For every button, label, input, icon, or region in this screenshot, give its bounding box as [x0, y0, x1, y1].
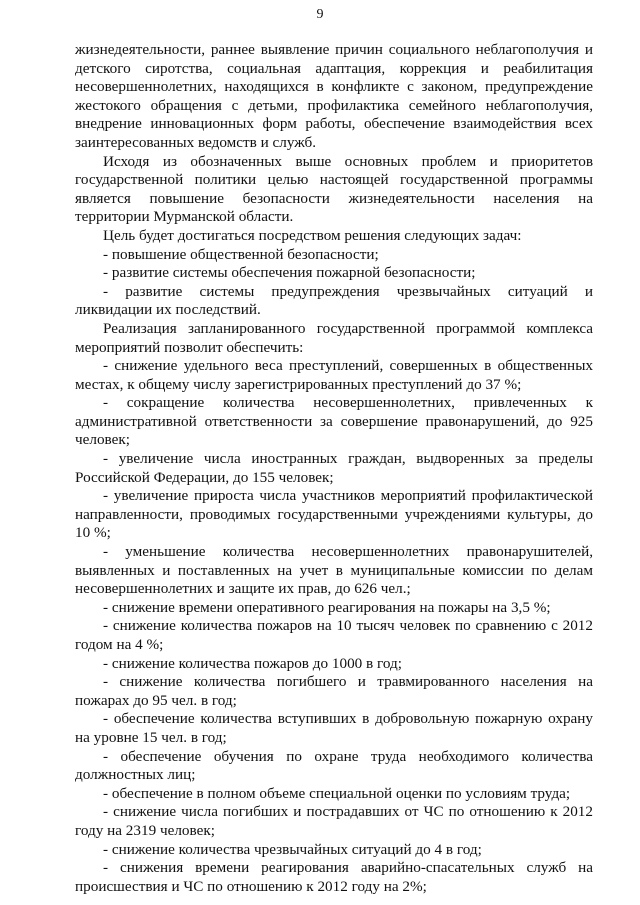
list-item: - снижение количества пожаров на 10 тысяч человек по сравнению с 2012 годом на 4 %; [75, 617, 593, 653]
list-item: - повышение общественной безопасности; [103, 245, 379, 263]
list-item: - увеличение числа иностранных граждан, выдворенных за пределы Российской Федерации, до 155 человек; [75, 450, 593, 486]
paragraph-tasks-intro: Цель будет достигаться посредством решения следующих задач: [103, 226, 522, 244]
list-item: - снижение количества пожаров до 1000 в год; [103, 654, 402, 672]
list-item: - развитие системы предупреждения чрезвычайных ситуаций и ликвидации их последствий. [75, 282, 593, 319]
list-item: - обеспечение в полном объеме специальной оценки по условиям труда; [103, 784, 571, 802]
paragraph-risk-factors: жизнедеятельности, раннее выявление причин социального неблагополучия и детского сиротства, социальная адаптация, коррекция и реабилитация несовершеннолетних, находящихся в конфликте с законом, предупреждение жестокого обращения с детьми, профилактика семейного неблагополучия, внедрение инновационных форм работы, обеспечение взаимодействия всех заинтересованных ведомств и служб. [75, 41, 593, 151]
list-item: - увеличение прироста числа участников мероприятий профилактической направленности, проводимых государственными учреждениями культуры, до 10 %; [75, 487, 593, 542]
list-item: - обеспечение обучения по охране труда необходимого количества должностных лиц; [75, 747, 593, 784]
document-body [75, 41, 593, 896]
list-item: - снижение количества погибшего и травмированного населения на пожарах до 95 чел. в год; [75, 673, 593, 709]
list-item: - развитие системы обеспечения пожарной безопасности; [103, 264, 476, 282]
page-number: 9 [316, 7, 324, 22]
list-item: - обеспечение количества вступивших в добровольную пожарную охрану на уровне 15 чел. в год; [75, 710, 593, 746]
list-item: - снижение времени оперативного реагирования на пожары на 3,5 %; [103, 598, 551, 616]
list-item: - уменьшение количества несовершеннолетних правонарушителей, выявленных и поставленных на учет в муниципальные комиссии по делам несовершеннолетних и защите их прав, до 626 чел.; [75, 543, 593, 598]
list-item: - снижение количества чрезвычайных ситуаций до 4 в год; [103, 840, 482, 858]
list-item: - снижение удельного веса преступлений, совершенных в общественных местах, к общему числу зарегистрированных преступлений до 37 %; [75, 357, 593, 393]
list-item: - снижение числа погибших и пострадавших от ЧС по отношению к 2012 году на 2319 человек; [75, 803, 593, 839]
list-item: - снижения времени реагирования аварийно-спасательных служб на происшествия и ЧС по отношению к 2012 году на 2%; [75, 859, 593, 895]
paragraph-results-intro: Реализация запланированного государственной программой комплекса мероприятий позволит обеспечить: [75, 319, 593, 356]
tasks-list [75, 246, 593, 320]
paragraph-program-goal: Исходя из обозначенных выше основных проблем и приоритетов государственной политики целью настоящей государственной программы является повышение безопасности жизнедеятельности населения на территории Мурманской области. [75, 152, 593, 226]
results-list [75, 357, 593, 896]
list-item: - сокращение количества несовершеннолетних, привлеченных к административной ответственности за совершение правонарушений, до 925 человек; [75, 394, 593, 449]
